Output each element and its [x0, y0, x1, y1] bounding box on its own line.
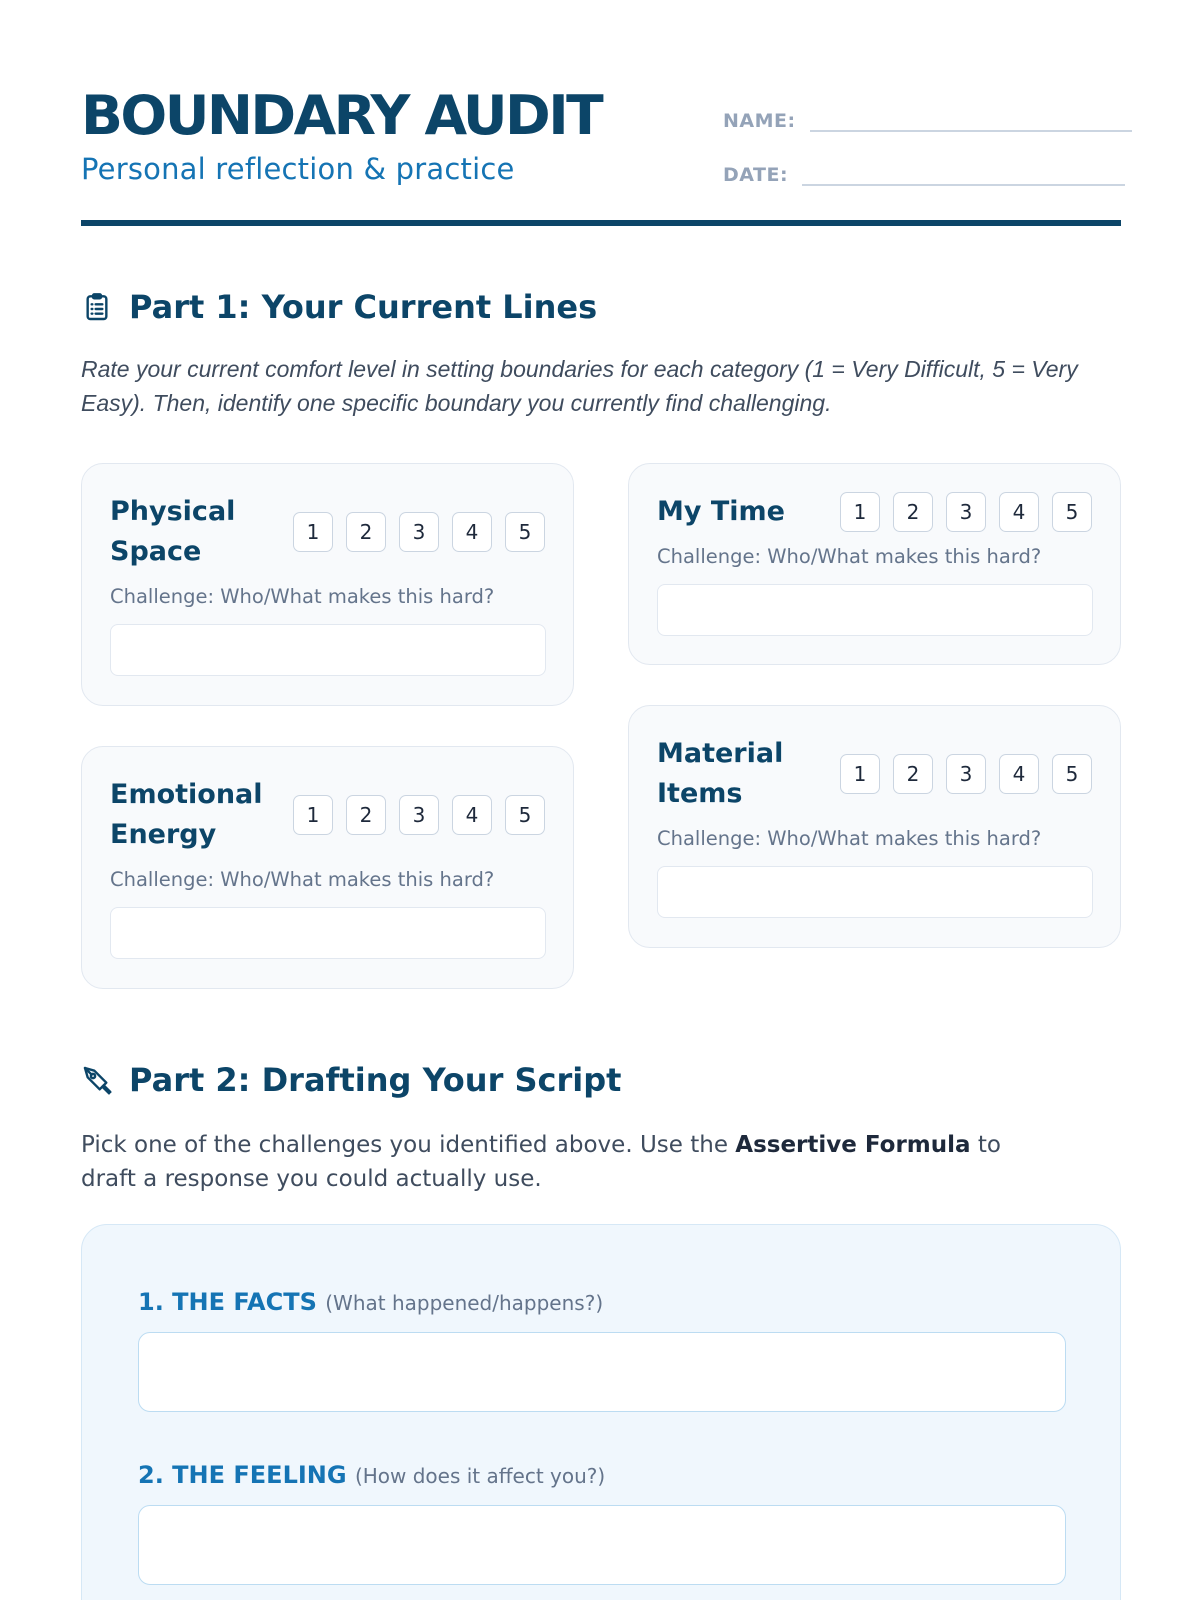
rating-option-2[interactable]: 2: [893, 492, 933, 532]
category-card-material-items: [628, 705, 1121, 948]
page-subtitle: Personal reflection & practice: [81, 152, 515, 186]
rating-option-2[interactable]: 2: [346, 512, 386, 552]
challenge-input[interactable]: [110, 907, 546, 959]
rating-scale: [840, 754, 1092, 794]
assertive-formula-term: Assertive Formula: [735, 1132, 971, 1158]
date-label: DATE:: [723, 164, 789, 186]
part2-title: Part 2: Drafting Your Script: [129, 1061, 622, 1099]
page-title: BOUNDARY AUDIT: [81, 84, 602, 147]
pen-nib-icon: [81, 1064, 113, 1096]
rating-option-4[interactable]: 4: [452, 512, 492, 552]
rating-option-2[interactable]: 2: [893, 754, 933, 794]
category-title: My Time: [657, 496, 785, 527]
category-card-physical-space: [81, 463, 574, 706]
feeling-input[interactable]: [138, 1505, 1066, 1585]
rating-option-2[interactable]: 2: [346, 795, 386, 835]
date-field[interactable]: [802, 160, 1125, 186]
challenge-input[interactable]: [657, 584, 1093, 636]
name-row: [723, 106, 1132, 132]
clipboard-icon: [81, 291, 113, 323]
challenge-label: Challenge: Who/What makes this hard?: [657, 545, 1042, 568]
header-divider: [81, 220, 1121, 226]
name-field[interactable]: [810, 106, 1132, 132]
rating-option-1[interactable]: 1: [840, 754, 880, 794]
date-row: [723, 160, 1125, 186]
category-card-my-time: [628, 463, 1121, 665]
name-label: NAME:: [723, 110, 796, 132]
category-title: Physical Space: [110, 496, 236, 567]
challenge-input[interactable]: [110, 624, 546, 676]
category-title: Material Items: [657, 738, 784, 809]
rating-option-4[interactable]: 4: [452, 795, 492, 835]
rating-option-5[interactable]: 5: [505, 512, 545, 552]
rating-option-5[interactable]: 5: [1052, 492, 1092, 532]
challenge-label: Challenge: Who/What makes this hard?: [110, 868, 495, 891]
step-facts-label: 1. THE FACTS (What happened/happens?): [138, 1288, 604, 1316]
part2-intro: Pick one of the challenges you identified above. Use the Assertive Formula to draft a response you could actually use.: [81, 1132, 1001, 1192]
rating-option-3[interactable]: 3: [399, 512, 439, 552]
rating-option-3[interactable]: 3: [399, 795, 439, 835]
rating-scale: [293, 795, 545, 835]
rating-scale: [293, 512, 545, 552]
part1-title: Part 1: Your Current Lines: [129, 288, 598, 326]
rating-option-4[interactable]: 4: [999, 754, 1039, 794]
category-card-emotional-energy: [81, 746, 574, 989]
rating-option-5[interactable]: 5: [505, 795, 545, 835]
rating-option-4[interactable]: 4: [999, 492, 1039, 532]
part2-heading: [81, 1061, 621, 1099]
page-header: [81, 80, 1121, 230]
rating-option-1[interactable]: 1: [293, 512, 333, 552]
category-title: Emotional Energy: [110, 779, 263, 850]
assertive-formula-panel: [81, 1224, 1121, 1600]
rating-option-3[interactable]: 3: [946, 492, 986, 532]
part1-heading: [81, 288, 597, 326]
step-feeling-label: 2. THE FEELING (How does it affect you?): [138, 1461, 606, 1489]
rating-option-1[interactable]: 1: [840, 492, 880, 532]
rating-option-3[interactable]: 3: [946, 754, 986, 794]
challenge-label: Challenge: Who/What makes this hard?: [110, 585, 495, 608]
rating-scale: [840, 492, 1092, 532]
challenge-input[interactable]: [657, 866, 1093, 918]
challenge-label: Challenge: Who/What makes this hard?: [657, 827, 1042, 850]
rating-option-5[interactable]: 5: [1052, 754, 1092, 794]
part1-instructions: Rate your current comfort level in setting boundaries for each category (1 = Very Difficult, 5 = Very Easy). Then, identify one specific boundary you currently find challenging.: [81, 356, 1078, 416]
facts-input[interactable]: [138, 1332, 1066, 1412]
rating-option-1[interactable]: 1: [293, 795, 333, 835]
